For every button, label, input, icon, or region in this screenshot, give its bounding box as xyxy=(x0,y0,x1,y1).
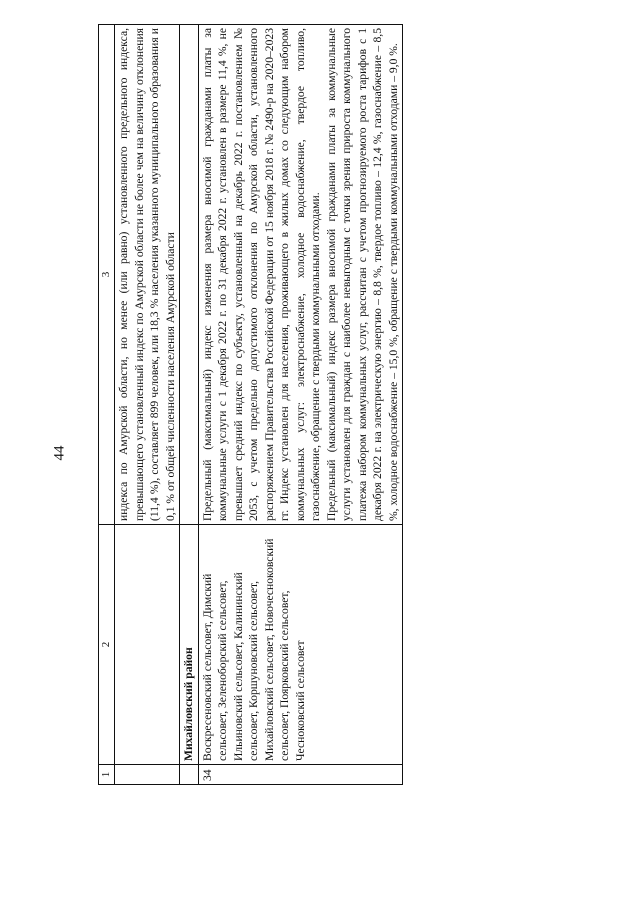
row-paragraph-1: Предельный (максимальный) индекс изменения размера вносимой гражданами платы за коммунальные услуги с 1 декабря 2022 г. по 31 декабря 2022 г. установлен в размере 11,4 %, не превышает средний индекс по субъекту, установленный на декабрь 2022 г. постановлением № 2053, с учетом предельно допустимого отклонения по Амурской области, установленного распоряжением Правительства Российской Федерации от 15 ноября 2018 г. № 2490-р на 2020–2023 гг. Индекс установлен для населения, проживающего в жилых домах со следующим набором коммунальных услуг: электроснабжение, холодное водоснабжение, твердое топливо, газоснабжение, обращение с твердыми коммунальными отходами. xyxy=(200,28,322,521)
table-row xyxy=(198,25,403,785)
district-row xyxy=(180,25,199,785)
continuation-settlements-cell xyxy=(115,525,180,765)
district-title: Михайловский район xyxy=(180,525,199,765)
settlements-table xyxy=(98,24,403,785)
header-col-3: 3 xyxy=(99,25,115,525)
row-description xyxy=(198,25,403,525)
row-settlements: Воскресеновский сельсовет, Димский сельсовет, Зеленоборский сельсовет, Ильиновский сельсовет, Калининский сельсовет, Коршуновский сельсовет, Михайловский сельсовет, Новочесноковский сельсовет, Поярковский сельсовет, Чесноковский сельсовет xyxy=(198,525,403,765)
rotated-table-container xyxy=(98,25,548,785)
page-number: 44 xyxy=(51,445,68,461)
header-col-1: 1 xyxy=(99,765,115,785)
header-col-2: 2 xyxy=(99,525,115,765)
header-row xyxy=(99,25,115,785)
continuation-num-cell xyxy=(115,765,180,785)
continuation-row xyxy=(115,25,180,785)
district-empty-cell xyxy=(180,25,199,525)
continuation-text: индекса по Амурской области, но менее (или равно) установленного предельного индекса, превышающего установленный индекс по Амурской области не более чем на величину отклонения (11,4 %), составляет 899 человек, или 18,3 % населения указанного муниципального образования и 0,1 % от общей численности населения Амурской области xyxy=(115,25,180,525)
row-number: 34 xyxy=(198,765,403,785)
district-num-cell xyxy=(180,765,199,785)
row-paragraph-2: Предельный (максимальный) индекс размера вносимой гражданами платы за коммунальные услуги установлен для граждан с наиболее невыгодным с точки зрения прироста коммунального платежа набором коммунальных услуг, рассчитан с учетом прогнозируемого роста тарифов с 1 декабря 2022 г. на электрическую энергию – 8,8 %, твердое топливо – 12,4 %, газоснабжение – 8,5 %, холодное водоснабжение – 15,0 %, обращение с твердыми коммунальными отходами – 9,0 %. xyxy=(324,28,400,521)
